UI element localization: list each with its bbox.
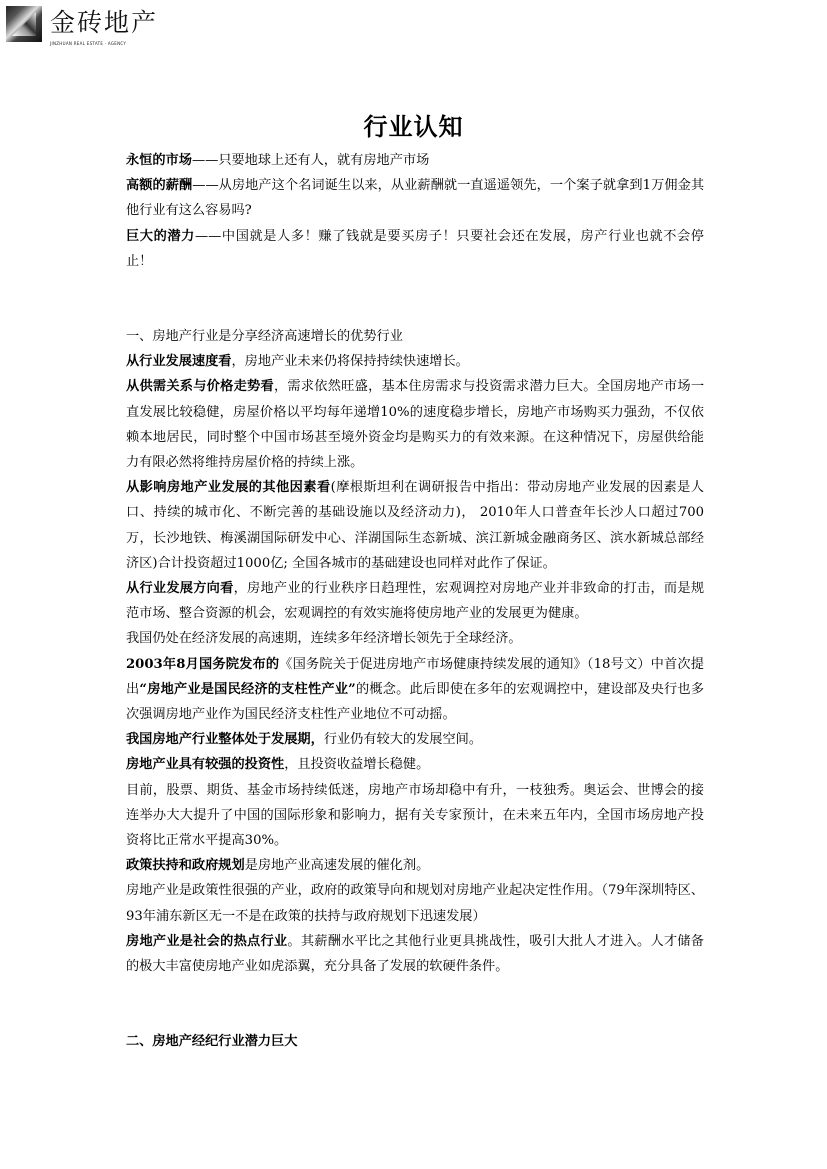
- paragraph: [126, 349, 704, 374]
- intro-text: ——中国就是人多！赚了钱就是要买房子！只要社会还在发展，房产行业也就不会停止！: [126, 228, 704, 269]
- paragraph-bold: 从行业发展方向看: [126, 581, 234, 597]
- paragraph-text: ，需求依然旺盛，基本住房需求与投资需求潜力巨大。全国房地产市场一直发展比较稳健，房屋价格以平均每年递增10%的速度稳步增长，房地产市场购买力强劲，不仅依赖本地居民，同时整个中国市场甚至境外资金均是购买力的有效来源。在这种情况下，房屋供给能力有限必然将维持房屋价格的持续上涨。: [126, 379, 705, 471]
- paragraph-bold: “房地产业是国民经济的支柱性产业”: [139, 681, 356, 697]
- section1-heading: 一、房地产行业是分享经济高速增长的优势行业: [126, 329, 403, 345]
- paragraph-text: 《国务院关于促进房地产市场健康持续发展的通知》（18号文）中首次提出: [126, 656, 704, 697]
- intro-paragraph: [126, 148, 704, 173]
- paragraph-bold: 我国房地产行业整体处于发展期，: [126, 732, 324, 748]
- section2-heading: [126, 1029, 704, 1054]
- paragraph-bold: 房地产业是社会的热点行业: [126, 933, 288, 949]
- paragraph-text: ，且投资收益增长稳健。: [284, 757, 430, 773]
- paragraph-bold: 房地产业具有较强的投资性: [126, 757, 285, 773]
- company-logo: [6, 6, 166, 48]
- section2-heading-text: 二、房地产经纪行业潜力巨大: [126, 1034, 298, 1050]
- paragraph-bold: 从供需关系与价格走势看: [126, 379, 274, 395]
- paragraph: [126, 475, 704, 576]
- paragraph: 目前，股票、期货、基金市场持续低迷，房地产市场却稳中有升，一枝独秀。奥运会、世博会的接连举办大大提升了中国的国际形象和影响力，据有关专家预计，在未来五年内，全国市场房地产投资将比正常水平提高30%。: [126, 782, 704, 849]
- intro-bold: 巨大的潜力: [126, 228, 195, 244]
- paragraph-bold: 2003年8月国务院发布的: [126, 656, 280, 672]
- paragraph-text: ，房地产业的行业秩序日趋理性，宏观调控对房地产业并非致命的打击，而是规范市场、整合资源的机会，宏观调控的有效实施将使房地产业的发展更为健康。: [126, 581, 705, 622]
- paragraph-text: 是房地产业高速发展的催化剂。: [244, 858, 430, 874]
- paragraph-text: 。其薪酬水平比之其他行业更具挑战性，吸引大批人才进入。人才储备的极大丰富使房地产业如虎添翼，充分具备了发展的软硬件条件。: [126, 933, 704, 975]
- paragraph: 房地产业是政策性很强的产业，政府的政策导向和规划对房地产业起决定性作用。（79年深圳特区、93年浦东新区无一不是在政策的扶持与政府规划下迅速发展）: [126, 883, 704, 924]
- intro-text: ——只要地球上还有人，就有房地产市场: [191, 153, 430, 168]
- intro-bold: 高额的薪酬: [126, 178, 193, 194]
- logo-mark-icon: [6, 6, 42, 42]
- paragraph: [126, 576, 704, 626]
- paragraph-text: 的概念。此后即使在多年的宏观调控中，建设部及央行也多次强调房地产业作为国民经济支柱性产业地位不可动摇。: [126, 681, 705, 723]
- paragraph-bold: 从行业发展速度看: [126, 354, 232, 370]
- paragraph: [126, 727, 704, 752]
- page-title: 行业认知: [363, 112, 464, 141]
- paragraph: [126, 929, 704, 979]
- paragraph-bold: 政策扶持和政府规划: [126, 858, 245, 874]
- intro-paragraph: [126, 173, 704, 223]
- paragraph-bold: 从影响房地产业发展的其他因素看: [126, 480, 331, 496]
- paragraph: [126, 652, 704, 728]
- paragraph-text: 行业仍有较大的发展空间。: [323, 732, 483, 748]
- paragraph-text: ，房地产业未来仍将保持持续快速增长。: [231, 354, 469, 370]
- paragraph: [126, 752, 704, 777]
- intro-bold: 永恒的市场: [126, 153, 192, 168]
- paragraph: [126, 853, 704, 878]
- document-body: [126, 148, 704, 1055]
- logo-title: 金砖地产: [50, 8, 159, 37]
- paragraph: 我国仍处在经济发展的高速期，连续多年经济增长领先于全球经济。: [126, 631, 522, 647]
- logo-subtitle: JINZHUAN REAL ESTATE · AGENCY: [50, 41, 127, 46]
- paragraph-text: (摩根斯坦利在调研报告中指出：带动房地产业发展的因素是人口、持续的城市化、不断完善的基础设施以及经济动力)， 2010年人口普查年长沙人口超过700万，长沙地铁、梅溪湖国际研发中心、洋湖国际生态新城、滨江新城金融商务区、滨水新城总部经济区)合计投资超过1000亿; 全国各城市的基础建设也同样对此作了保证。: [126, 480, 704, 571]
- paragraph: [126, 374, 704, 475]
- intro-paragraph: [126, 224, 704, 274]
- intro-text: ——从房地产这个名词诞生以来，从业薪酬就一直遥遥领先，一个案子就拿到1万佣金其他行业有这么容易吗?: [126, 178, 705, 219]
